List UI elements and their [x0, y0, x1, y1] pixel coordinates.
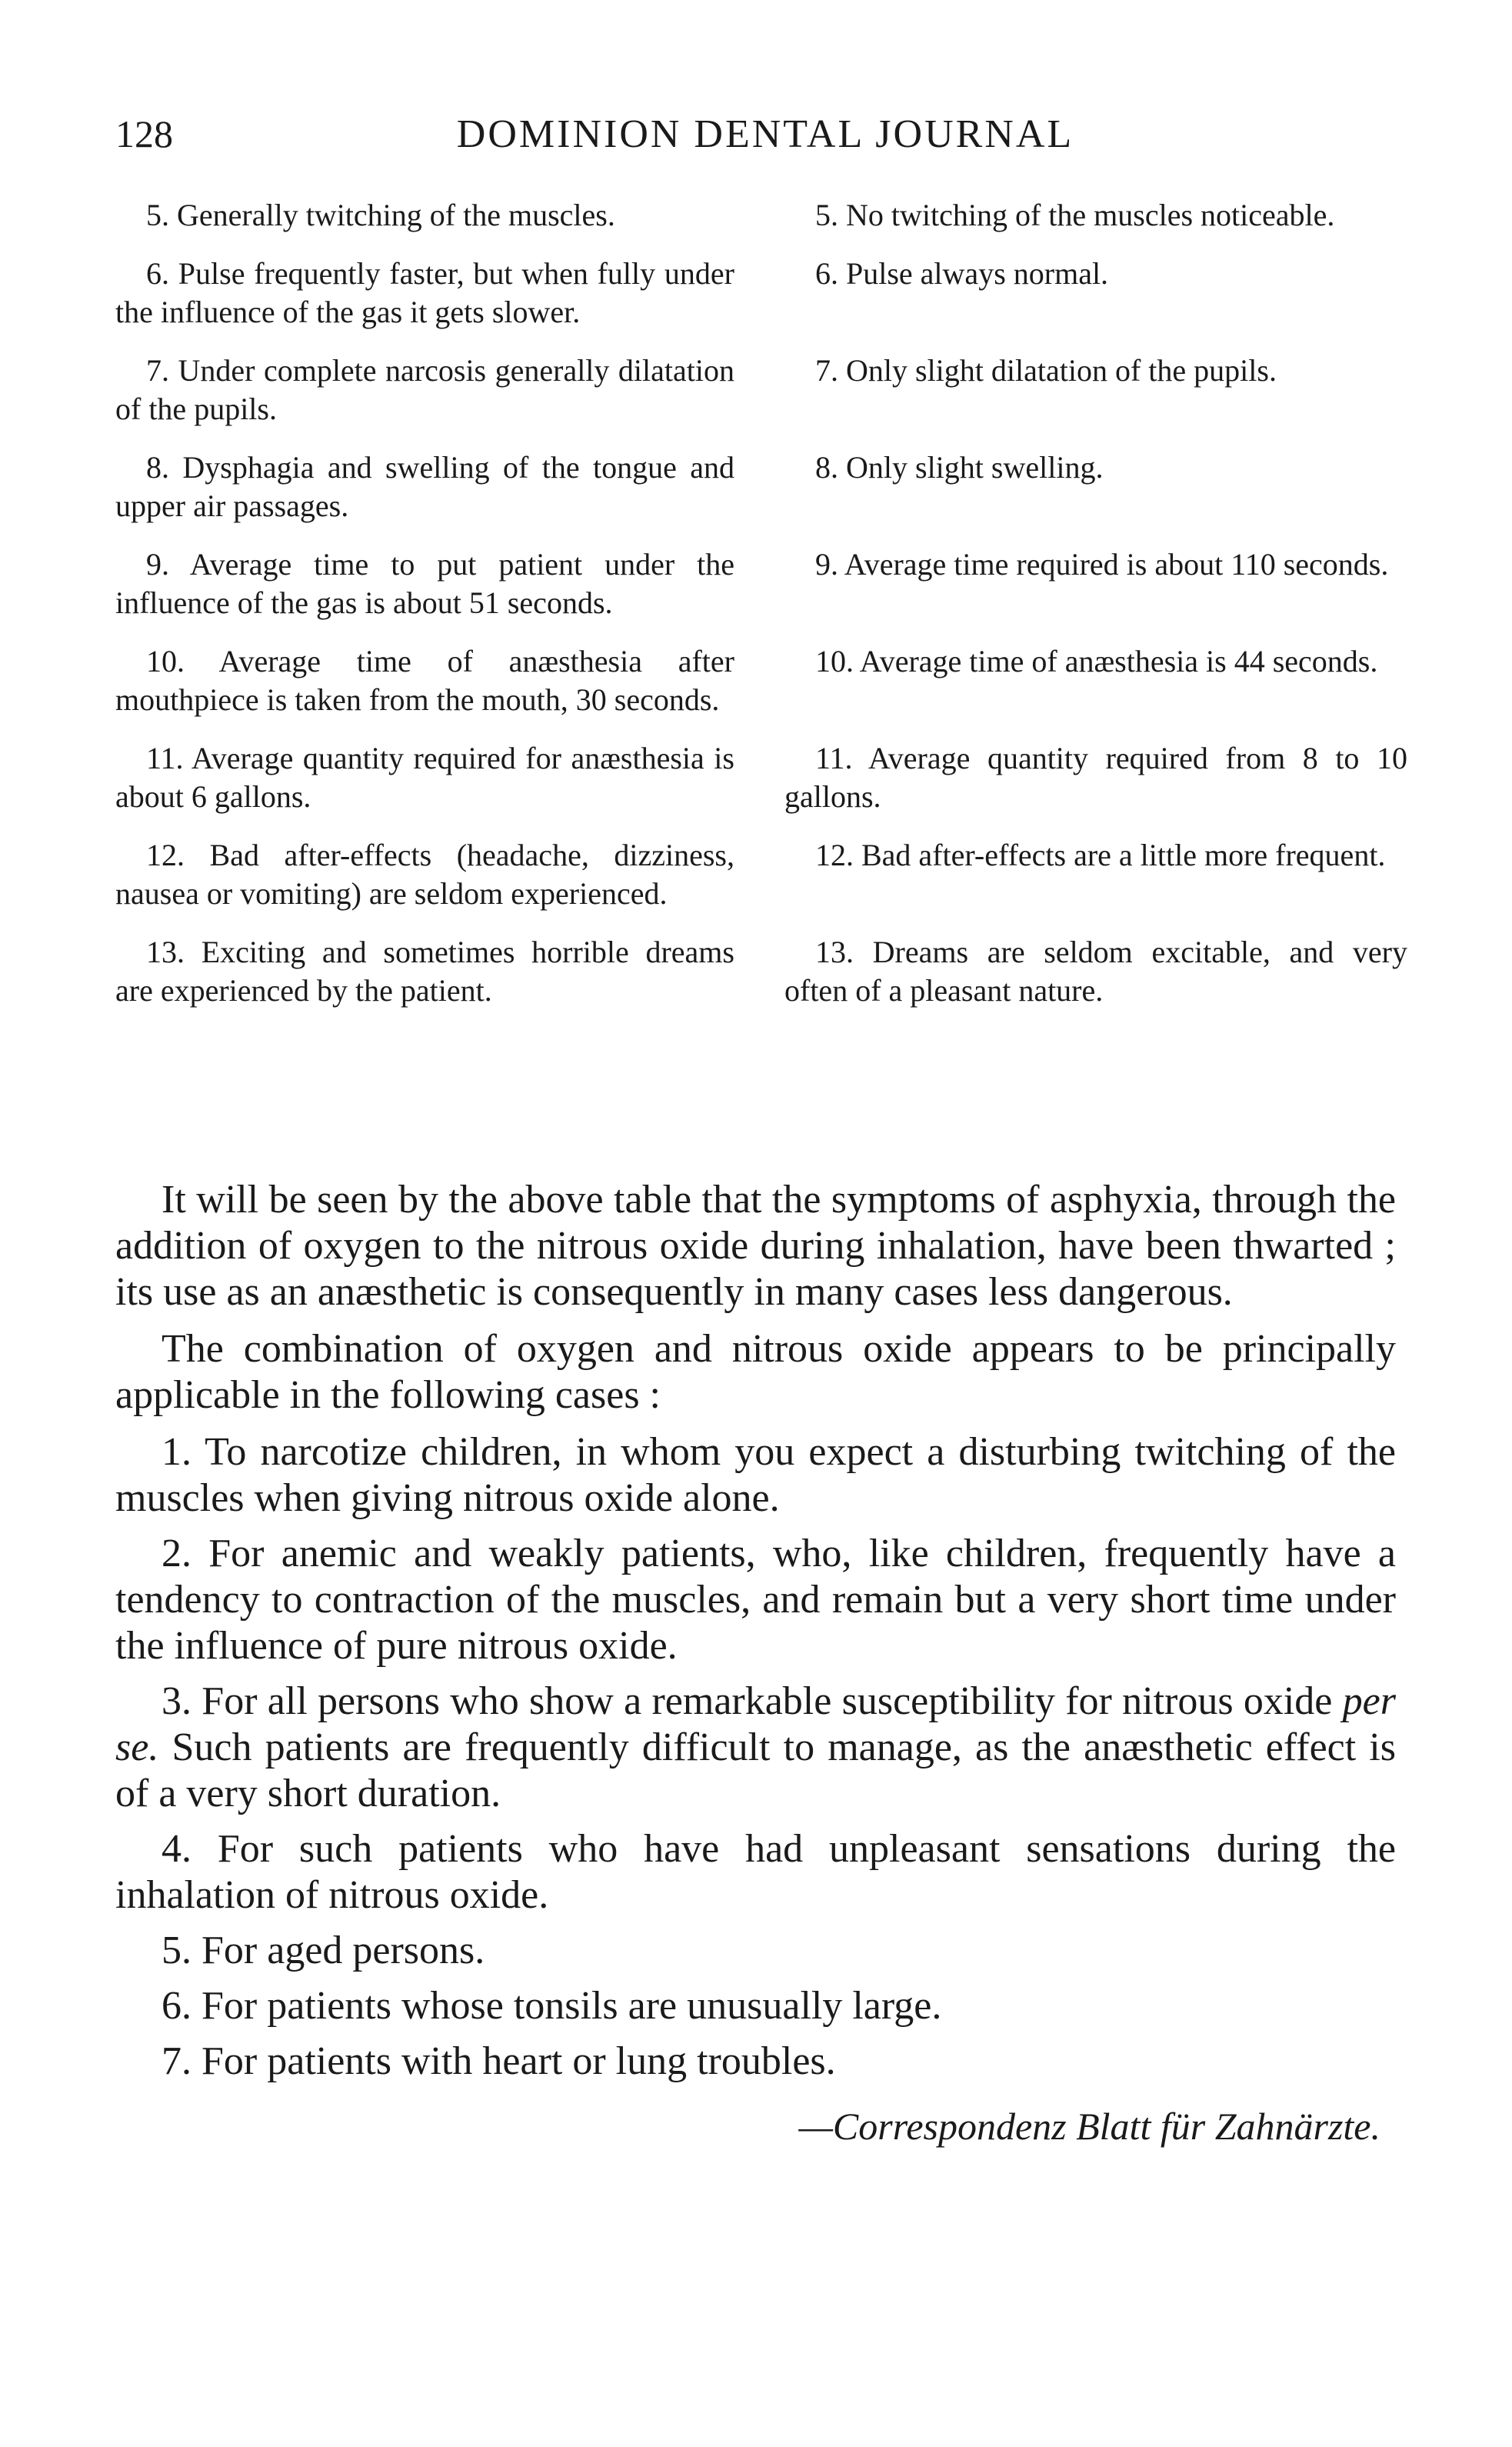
- table-cell-right: 13. Dreams are seldom excitable, and very often of a pleasant nature.: [784, 935, 1407, 1008]
- table-cell-left: 6. Pulse frequently faster, but when fully under the influence of the gas it gets slower.: [115, 256, 734, 329]
- table-row: [115, 545, 1407, 622]
- table-row: [115, 933, 1407, 1010]
- table-row: [115, 836, 1407, 913]
- table-row: [115, 739, 1407, 816]
- list-item: [115, 1679, 1396, 1817]
- source-citation: —Correspondenz Blatt für Zahnärzte.: [798, 2105, 1380, 2148]
- list-item: 6. For patients whose tonsils are unusually large.: [162, 1984, 942, 2028]
- table-cell-right: 6. Pulse always normal.: [815, 256, 1109, 291]
- table-cell-left: 7. Under complete narcosis generally dilatation of the pupils.: [115, 353, 734, 426]
- comparison-table: [115, 196, 1407, 1030]
- table-cell-right: 7. Only slight dilatation of the pupils.: [815, 353, 1277, 388]
- table-cell-right: 12. Bad after-effects are a little more frequent.: [815, 838, 1386, 872]
- table-cell-right: 8. Only slight swelling.: [815, 450, 1104, 485]
- table-row: [115, 352, 1407, 428]
- paragraph: The combination of oxygen and nitrous oxide appears to be principally applicable in the following cases :: [115, 1327, 1396, 1417]
- table-cell-left: 11. Average quantity required for anæsthesia is about 6 gallons.: [115, 741, 734, 814]
- list-item: 1. To narcotize children, in whom you expect a disturbing twitching of the muscles when giving nitrous oxide alone.: [115, 1430, 1396, 1520]
- table-cell-left: 8. Dysphagia and swelling of the tongue and upper air passages.: [115, 450, 734, 523]
- table-row: [115, 196, 1407, 235]
- article-body: [115, 1177, 1396, 2149]
- list-item: 4. For such patients who have had unpleasant sensations during the inhalation of nitrous oxide.: [115, 1827, 1396, 1917]
- paragraph: It will be seen by the above table that the symptoms of asphyxia, through the addition of oxygen to the nitrous oxide during inhalation, have been thwarted ; its use as an anæsthetic is consequently in many cases less dangerous.: [115, 1178, 1396, 1314]
- list-item-text: Such patients are frequently difficult to manage, as the anæsthetic effect is of a very short duration.: [115, 1725, 1396, 1815]
- list-item: 7. For patients with heart or lung troubles.: [162, 2039, 836, 2083]
- page-number: 128: [115, 112, 173, 155]
- table-cell-right: 10. Average time of anæsthesia is 44 seconds.: [815, 644, 1378, 678]
- table-cell-left: 13. Exciting and sometimes horrible dreams are experienced by the patient.: [115, 935, 734, 1008]
- table-cell-left: 9. Average time to put patient under the influence of the gas is about 51 seconds.: [115, 547, 734, 620]
- list-item: 2. For anemic and weakly patients, who, like children, frequently have a tendency to contraction of the muscles, and remain but a very short time under the influence of pure nitrous oxide.: [115, 1532, 1396, 1668]
- list-item: 5. For aged persons.: [162, 1929, 485, 1972]
- page-header: [115, 104, 1369, 165]
- table-cell-right: 11. Average quantity required from 8 to 10 gallons.: [784, 741, 1407, 814]
- table-cell-right: 9. Average time required is about 110 seconds.: [815, 547, 1389, 582]
- journal-title: DOMINION DENTAL JOURNAL: [456, 112, 1074, 156]
- table-cell-left: 10. Average time of anæsthesia after mouthpiece is taken from the mouth, 30 seconds.: [115, 644, 734, 717]
- italic-phrase: per se.: [115, 1679, 1396, 1769]
- list-item-text: 3. For all persons who show a remarkable susceptibility for nitrous oxide: [162, 1679, 1343, 1723]
- table-row: [115, 255, 1407, 332]
- table-cell-left: 12. Bad after-effects (headache, dizziness, nausea or vomiting) are seldom experienced.: [115, 838, 734, 911]
- table-row: [115, 448, 1407, 525]
- table-cell-left: 5. Generally twitching of the muscles.: [146, 198, 615, 232]
- table-cell-right: 5. No twitching of the muscles noticeable.: [815, 198, 1335, 232]
- table-row: [115, 642, 1407, 719]
